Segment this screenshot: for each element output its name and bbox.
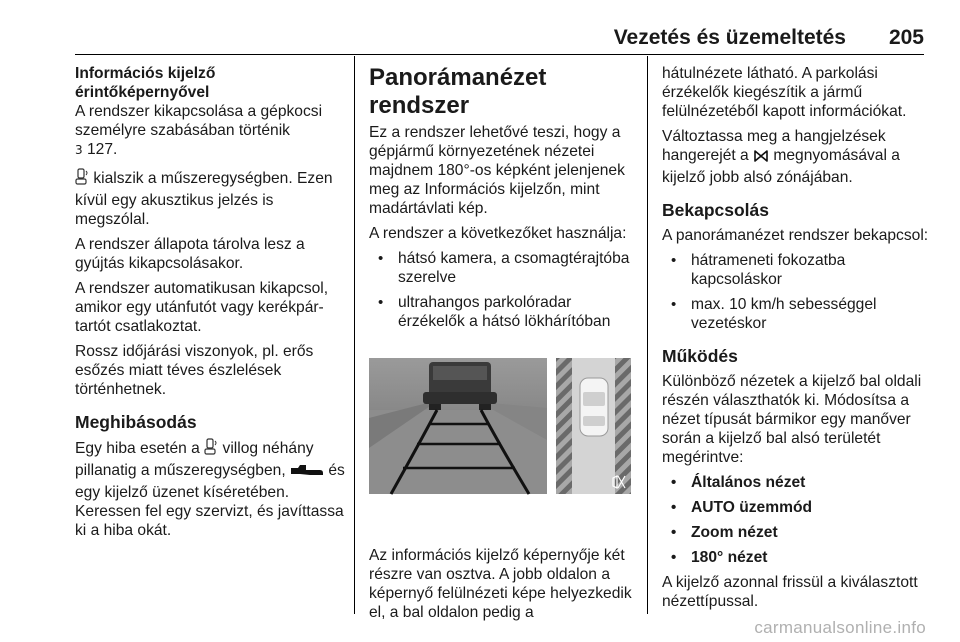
section-title: Panorámanézet rendszer <box>369 64 547 119</box>
paragraph: Az információs kijelző képernyője két részre van osztva. A jobb oldalon a képernyő felülnézeti képe helyezkedik el, a bal oldalon pedig a <box>369 547 632 621</box>
ref-arrow: 3 <box>75 143 83 157</box>
bowtie-volume-icon <box>753 149 769 168</box>
list-item: • hátsó kamera, a csomagtérajtóba szerelve <box>369 249 637 287</box>
paragraph: Rossz időjárási viszonyok, pl. erős esőzés miatt téves észlelések történhetnek. <box>75 343 314 398</box>
parking-sensor-icon <box>75 168 89 191</box>
paragraph-part: megnyomásával a kijelző jobb alsó zónájában. <box>662 147 900 186</box>
paragraph-part: Változtassa meg a hangjelzések hangerejét a <box>662 128 886 164</box>
paragraph: A rendszer automatikusan kikapcsol, amikor egy utánfutót vagy kerékpár-tartót csatlakoztat. <box>75 280 329 335</box>
column-2 <box>369 64 637 628</box>
paragraph: A kijelző azonnal frissül a kiválasztott nézettípussal. <box>662 574 918 610</box>
list-item: • max. 10 km/h sebességgel vezetéskor <box>662 295 930 333</box>
list-item: • AUTO üzemmód <box>662 498 930 517</box>
list-item: • 180° nézet <box>662 548 930 567</box>
parking-sensor-icon <box>204 438 218 461</box>
service-indicator-icon <box>290 464 324 483</box>
paragraph: A rendszer kikapcsolása a gépkocsi személyre szabásában történik <box>75 103 323 139</box>
section-heading: Működés <box>662 346 738 366</box>
running-title: Vezetés és üzemeltetés <box>613 26 846 49</box>
paragraph: Különböző nézetek a kijelző bal oldali részén választhatók ki. Módosítsa a nézet típusát bármikor egy manőver során a kijelző bal alsó területét megérintve: <box>662 373 922 466</box>
list-item: • Általános nézet <box>662 473 930 492</box>
paragraph: hátulnézete látható. A parkolási érzékelők kiegészítik a jármű felülnézetéből kapott információkat. <box>662 65 907 120</box>
section-subheading: Információs kijelző érintőképernyővel <box>75 65 216 101</box>
page-header <box>75 22 924 55</box>
section-heading: Bekapcsolás <box>662 200 770 220</box>
section-heading: Meghibásodás <box>75 412 197 432</box>
paragraph-part: Egy hiba esetén a <box>75 440 205 457</box>
list-item: • hátrameneti fokozatba kapcsoláskor <box>662 251 930 289</box>
bullet-list <box>662 251 930 333</box>
page-number: 205 <box>888 26 924 49</box>
list-item: • Zoom nézet <box>662 523 930 542</box>
column-1 <box>75 64 345 546</box>
paragraph: A rendszer állapota tárolva lesz a gyújtás kikapcsolásakor. <box>75 236 305 272</box>
bullet-list <box>662 473 930 567</box>
column-3 <box>662 64 930 617</box>
column-divider <box>354 56 355 614</box>
paragraph-part: villog néhány pillanatig a műszeregységben, <box>75 440 314 479</box>
paragraph: kialszik a műszeregységben. Ezen kívül egy akusztikus jelzés is megszólal. <box>75 170 333 228</box>
column-divider <box>647 56 648 614</box>
paragraph: A rendszer a következőket használja: <box>369 225 627 242</box>
paragraph: A panorámanézet rendszer bekapcsol: <box>662 227 929 244</box>
list-item: • ultrahangos parkolóradar érzékelők a hátsó lökhárítóban <box>369 293 637 331</box>
bullet-list <box>369 249 637 331</box>
paragraph-part: és egy kijelző üzenet kíséretében. Keressen fel egy szervizt, és javíttassa ki a hiba okát. <box>75 462 345 539</box>
paragraph: Ez a rendszer lehetővé teszi, hogy a gépjármű környezetének nézetei majdnem 180°-os képként jelenjenek meg az Információs kijelzőn, mint madártávlati kép. <box>369 124 625 217</box>
panorama-view-illustration <box>369 358 631 502</box>
page-ref[interactable]: 127. <box>86 141 118 158</box>
watermark: carmanualsonline.info <box>754 618 926 637</box>
